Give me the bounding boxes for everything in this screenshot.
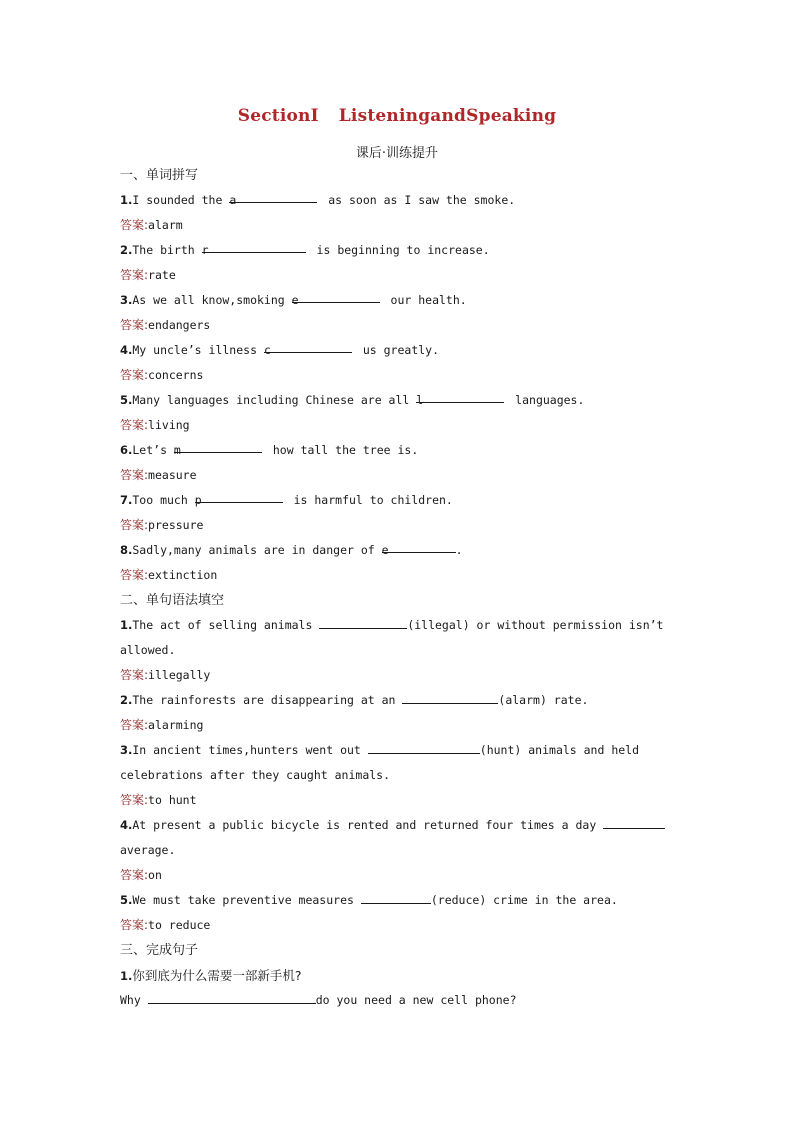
answer-blank[interactable] <box>319 614 407 629</box>
exercise-content <box>120 163 680 1013</box>
answer-blank[interactable]: e <box>382 538 456 553</box>
question-line-continued: allowed. <box>120 643 176 657</box>
answer-blank[interactable]: l <box>416 388 504 403</box>
answer-blank[interactable] <box>148 989 316 1004</box>
answer-line: 答案:on <box>120 868 162 882</box>
section-heading-spelling: 一、单词拼写 <box>120 168 199 183</box>
answer-line: 答案:to reduce <box>120 918 211 932</box>
answer-line: 答案:rate <box>120 268 176 282</box>
page-title <box>0 106 794 126</box>
section-heading-grammar: 二、单句语法填空 <box>120 593 225 608</box>
answer-blank[interactable] <box>402 689 498 704</box>
answer-blank[interactable]: r <box>202 238 306 253</box>
question-line: 2.The rainforests are disappearing at an (alarm) rate. <box>120 688 680 713</box>
question-line: 2.The birth r is beginning to increase. <box>120 238 680 263</box>
answer-line: 答案:to hunt <box>120 793 197 807</box>
title-section: SectionⅠ <box>237 106 319 126</box>
answer-line: 答案:concerns <box>120 368 204 382</box>
answer-line: 答案:extinction <box>120 568 218 582</box>
answer-blank[interactable] <box>361 889 431 904</box>
answer-blank[interactable]: c <box>264 338 352 353</box>
answer-line: 答案:measure <box>120 468 197 482</box>
question-line: 8.Sadly,many animals are in danger of e . <box>120 538 680 563</box>
question-line: 4.My uncle’s illness c us greatly. <box>120 338 680 363</box>
title-topic: ListeningandSpeaking <box>338 106 557 126</box>
question-line: 6.Let’s m how tall the tree is. <box>120 438 680 463</box>
question-line: 7.Too much p is harmful to children. <box>120 488 680 513</box>
answer-blank[interactable]: m <box>174 438 262 453</box>
question-line-continued: average. <box>120 843 176 857</box>
answer-line: 答案:pressure <box>120 518 204 532</box>
question-line: 1.The act of selling animals (illegal) or without permission isn’t <box>120 613 680 638</box>
question-line: 3.In ancient times,hunters went out (hunt) animals and held <box>120 738 680 763</box>
question-line: 1.你到底为什么需要一部新手机? <box>120 968 302 983</box>
answer-line: 答案:alarm <box>120 218 183 232</box>
section-heading-sentences: 三、完成句子 <box>120 943 199 958</box>
answer-blank[interactable] <box>603 814 665 829</box>
answer-line: 答案:alarming <box>120 718 204 732</box>
answer-blank[interactable]: a <box>229 188 317 203</box>
question-line-continued: celebrations after they caught animals. <box>120 768 391 782</box>
page-subtitle: 课后·训练提升 <box>355 146 439 161</box>
answer-blank[interactable]: p <box>195 488 283 503</box>
answer-blank[interactable] <box>368 739 480 754</box>
question-line: 5.Many languages including Chinese are all l languages. <box>120 388 680 413</box>
question-line: 3.As we all know,smoking e our health. <box>120 288 680 313</box>
question-line: 4.At present a public bicycle is rented and returned four times a day <box>120 813 680 838</box>
answer-line: 答案:endangers <box>120 318 211 332</box>
answer-line: 答案:illegally <box>120 668 211 682</box>
answer-blank[interactable]: e <box>292 288 380 303</box>
answer-line: 答案:living <box>120 418 190 432</box>
translation-line: Why do you need a new cell phone? <box>120 988 680 1013</box>
question-line: 5.We must take preventive measures (reduce) crime in the area. <box>120 888 680 913</box>
question-line: 1.I sounded the a as soon as I saw the smoke. <box>120 188 680 213</box>
